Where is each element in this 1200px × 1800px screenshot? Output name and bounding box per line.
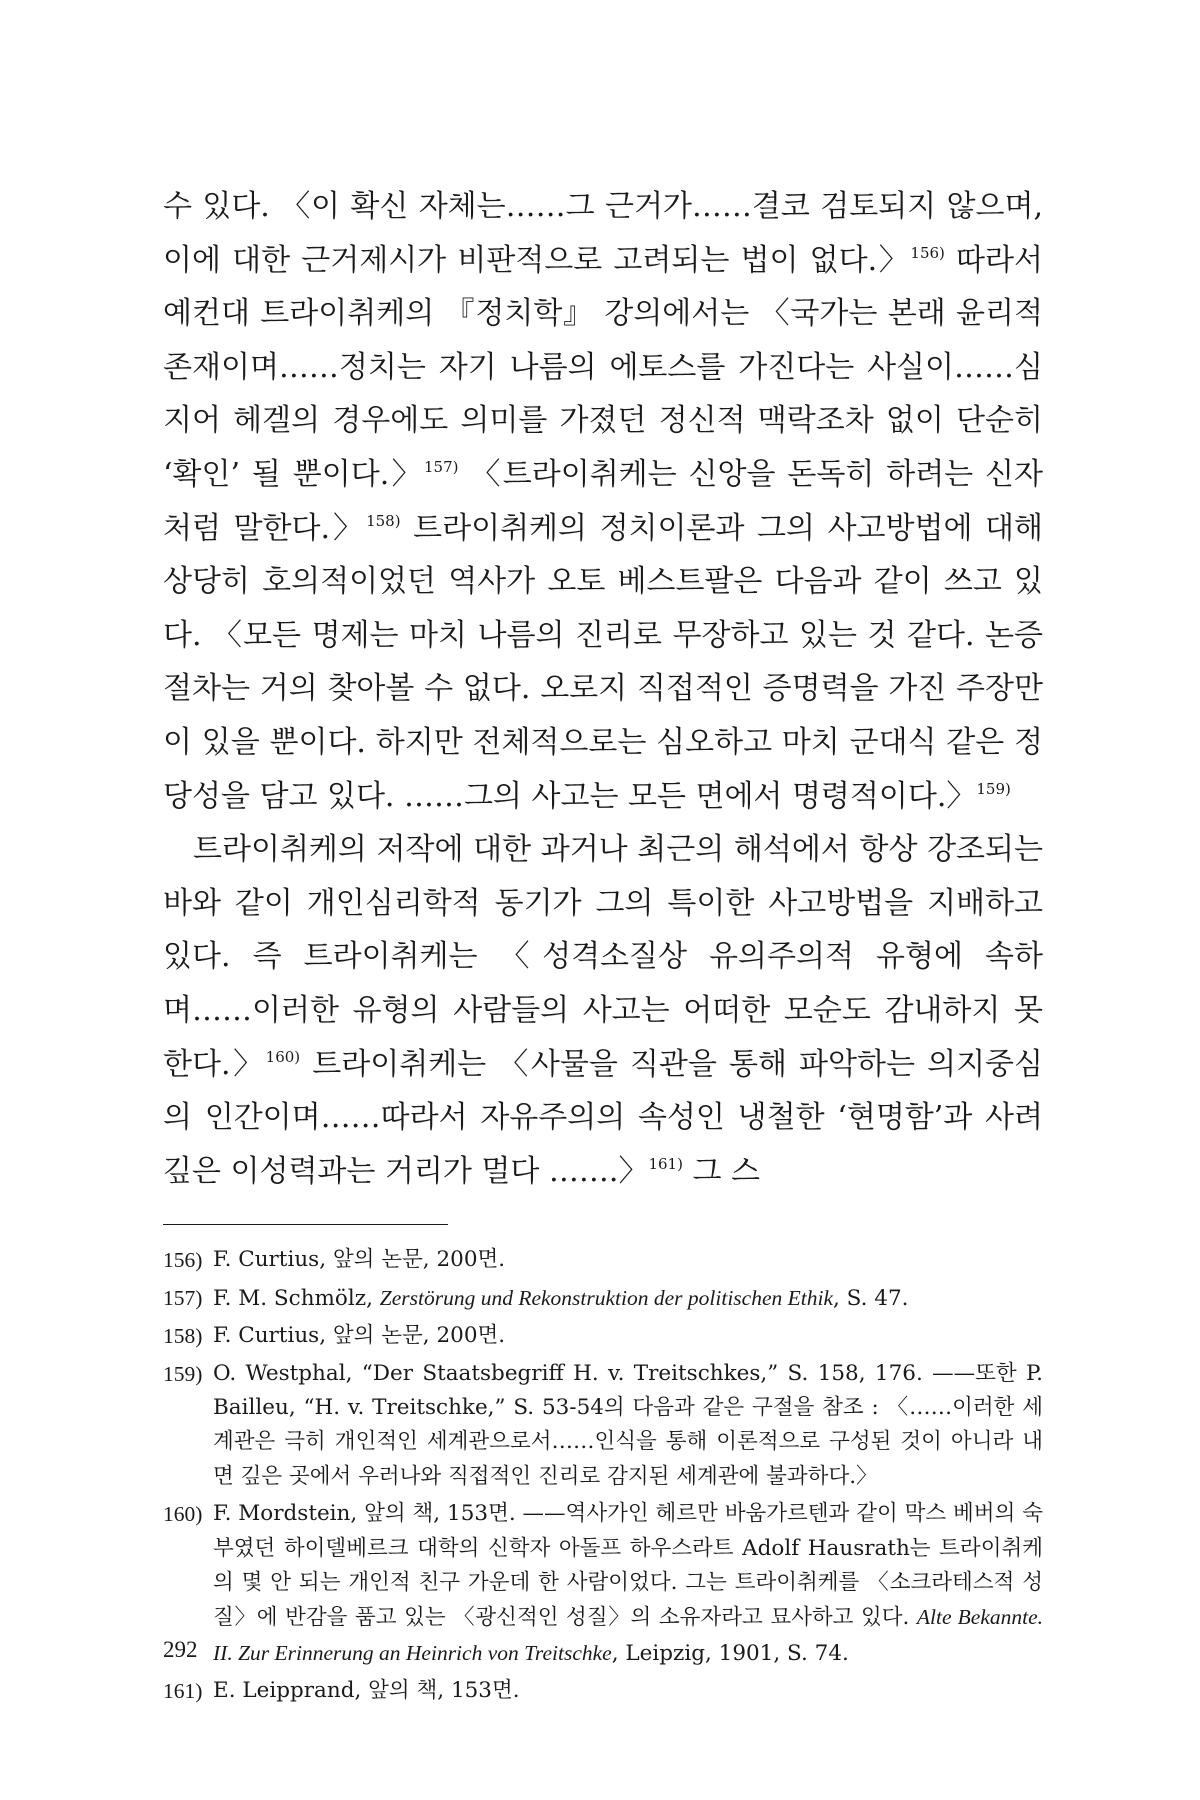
footnote-text-run: F. M. Schmölz,: [213, 1285, 380, 1311]
footnote-text: F. Curtius, 앞의 논문, 200면.: [213, 1323, 506, 1349]
footnote-text: [213, 1497, 1043, 1671]
footnote-number: 156): [163, 1248, 203, 1273]
footnote-156: [163, 1243, 1043, 1277]
footnote-number: 159): [163, 1361, 203, 1386]
text-run: 그 스: [682, 1153, 760, 1189]
text-run: 트라이취케는 〈사물을 직관을 통해 파악하는 의지중심의 인간이며……따라서 자유주의의 속성인 냉철한 ‘현명함’과 사려깊은 이성력과는 거리가 멀다 …….〉: [163, 1046, 1044, 1189]
footnote-number: 157): [163, 1285, 203, 1310]
footnote-159: [163, 1357, 1043, 1495]
page-number: 292: [163, 1637, 198, 1662]
text-run: 〈트라이취케는 신앙을 돈독히 하려는 신자처럼 말한다.〉: [163, 456, 1044, 546]
text-run: 트라이취케의 저작에 대한 과거나 최근의 해석에서 항상 강조되는 바와 같이 개인심리학적 동기가 그의 특이한 사고방법을 지배하고 있다. 즉 트라이취케는 〈성격소질상 유의주의적 유형에 속하며……이러한 유형의 사람들의 사고는 어떠한 모순도 감내하지 못한다.〉: [163, 832, 1043, 1082]
footnote-157: [163, 1281, 1043, 1316]
footnote-ref-158[interactable]: 158): [366, 511, 401, 530]
paragraph-2: [163, 823, 1043, 1198]
footnote-number: 160): [163, 1502, 203, 1527]
text-run: 수 있다. 〈이 확신 자체는……그 근거가……결코 검토되지 않으며, 이에 대한 근거제시가 비판적으로 고려되는 법이 없다.〉: [163, 189, 1043, 278]
footnote-ref-160[interactable]: 160): [265, 1047, 301, 1066]
body-text: [163, 180, 1043, 1198]
page-content: [163, 180, 1043, 1712]
footnote-ref-159[interactable]: 159): [976, 779, 1011, 798]
text-run: 트라이취케의 정치이론과 그의 사고방법에 대해 상당히 호의적이었던 역사가 오토 베스트팔은 다음과 같이 쓰고 있다. 〈모든 명제는 마치 나름의 진리로 무장하고 있는 것 같다. 논증절차는 거의 찾아볼 수 없다. 오로지 직접적인 증명력을 가진 주장만이 있을 뿐이다. 하지만 전체적으로는 심오하고 마치 군대식 같은 정당성을 담고 있다. ……그의 사고는 모든 면에서 명령적이다.〉: [163, 510, 1043, 814]
paragraph-1: [163, 180, 1043, 823]
footnote-text-run: , Leipzig, 1901, S. 74.: [611, 1640, 849, 1666]
footnote-160: [163, 1497, 1043, 1671]
footnote-text: [213, 1281, 1043, 1316]
footnote-161: [163, 1674, 1043, 1708]
footnote-text-run: F. Mordstein, 앞의 책, 153면. ——역사가인 헤르만 바움가르텐과 같이 막스 베버의 숙부였던 하이델베르크 대학의 신학자 아돌프 하우스라트 Adolf Hausrath는 트라이취케의 몇 안 되는 개인적 친구 가운데 한 사람이었다. 그는 트라이취케를 〈소크라테스적 성질〉에 반감을 품고 있는 〈광신적인 성질〉의 소유자라고 묘사하고 있다.: [213, 1501, 1043, 1631]
footnote-number: 158): [163, 1324, 203, 1349]
footnote-ref-161[interactable]: 161): [648, 1154, 683, 1173]
footnote-number: 161): [163, 1679, 203, 1704]
book-title: Alte Bekannte. II. Zur Erinnerung an Heinrich von Treitschke: [213, 1605, 1043, 1665]
footnote-ref-156[interactable]: 156): [910, 243, 945, 262]
text-run: 따라서 예컨대 트라이취케의 『정치학』 강의에서는 〈국가는 본래 윤리적 존재이며……정치는 자기 나름의 에토스를 가진다는 사실이……심지어 헤겔의 경우에도 의미를 가졌던 정신적 맥락조차 없이 단순히 ‘확인’ 될 뿐이다.〉: [163, 242, 1044, 492]
footnote-text-run: , S. 47.: [833, 1285, 909, 1311]
footnote-text: O. Westphal, “Der Staatsbegriff H. v. Treitschkes,” S. 158, 176. ——또한 P. Bailleu, “H. v. Treitschke,” S. 53-54의 다음과 같은 구절을 참조 : 〈……이러한 세계관은 극히 개인적인 세계관으로서……인식을 통해 이론적으로 구성된 것이 아니라 내면 깊은 곳에서 우러나와 직접적인 진리로 감지된 세계관에 불과하다.〉: [213, 1360, 1043, 1489]
book-title: Zerstörung und Rekonstruktion der politischen Ethik: [379, 1285, 833, 1310]
footnotes: [163, 1243, 1043, 1708]
footnote-text: F. Curtius, 앞의 논문, 200면.: [213, 1247, 506, 1273]
footnote-text: E. Leipprand, 앞의 책, 153면.: [213, 1678, 520, 1704]
footnote-ref-157[interactable]: 157): [424, 457, 459, 476]
footnote-158: [163, 1319, 1043, 1353]
footnote-divider: [163, 1224, 448, 1225]
